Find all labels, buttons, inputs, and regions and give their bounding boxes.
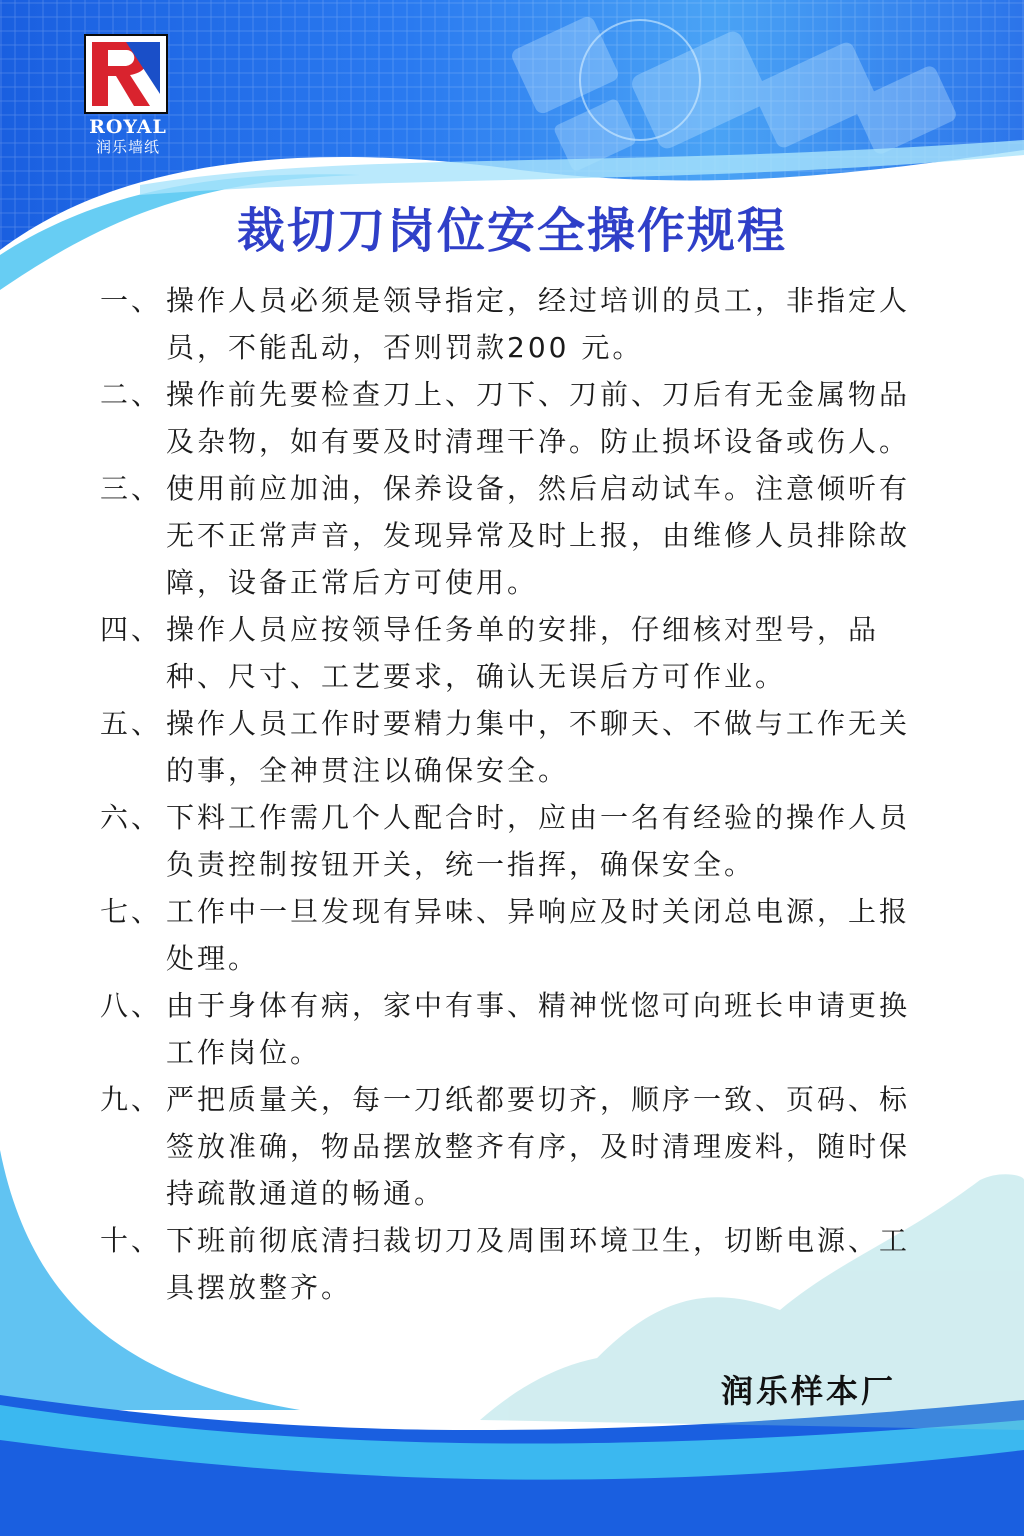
rule-item [100,888,930,982]
rule-number: 一、 [100,284,163,317]
rule-item [100,465,930,606]
rule-text: 工作中一旦发现有异味、异响应及时关闭总电源，上报处理。 [166,895,911,975]
rule-text: 下料工作需几个人配合时，应由一名有经验的操作人员负责控制按钮开关，统一指挥，确保安全。 [166,801,911,881]
rule-text: 操作人员工作时要精力集中，不聊天、不做与工作无关的事，全神贯注以确保安全。 [166,707,911,787]
signature: 润乐样本厂 [720,1372,896,1410]
rule-number: 六、 [100,801,163,834]
page-title: 裁切刀岗位安全操作规程 [236,203,787,259]
rule-item [100,371,930,465]
rule-text: 下班前彻底清扫裁切刀及周围环境卫生，切断电源、工具摆放整齐。 [166,1224,911,1304]
rule-item [100,1076,930,1217]
rule-item [100,794,930,888]
rule-text: 由于身体有病，家中有事、精神恍惚可向班长申请更换工作岗位。 [166,989,911,1069]
rule-text: 操作前先要检查刀上、刀下、刀前、刀后有无金属物品及杂物，如有要及时清理干净。防止损坏设备或伤人。 [166,378,911,458]
rule-text: 使用前应加油，保养设备，然后启动试车。注意倾听有无不正常声音，发现异常及时上报，由维修人员排除故障，设备正常后方可使用。 [166,472,911,599]
rule-item [100,982,930,1076]
rule-item [100,1217,930,1311]
rule-number: 九、 [100,1083,163,1116]
rule-number: 七、 [100,895,163,928]
rule-text: 操作人员必须是领导指定，经过培训的员工，非指定人员，不能乱动，否则罚款200 元。 [166,284,911,364]
rule-number: 四、 [100,613,163,646]
rule-text: 操作人员应按领导任务单的安排，仔细核对型号，品种、尺寸、工艺要求，确认无误后方可作业。 [166,613,880,693]
rule-number: 二、 [100,378,163,411]
rule-number: 五、 [100,707,163,740]
logo-emblem [84,34,168,114]
rule-number: 十、 [100,1224,163,1257]
rule-text: 严把质量关，每一刀纸都要切齐，顺序一致、页码、标签放准确，物品摆放整齐有序，及时清理废料，随时保持疏散通道的畅通。 [166,1083,911,1210]
company-logo [84,34,172,156]
rule-number: 八、 [100,989,163,1022]
rules-list [100,277,930,1311]
logo-brand: ROYAL [89,116,167,138]
rule-item [100,700,930,794]
rule-number: 三、 [100,472,163,505]
logo-subtitle: 润乐墙纸 [95,138,160,156]
rule-item [100,277,930,371]
rule-item [100,606,930,700]
